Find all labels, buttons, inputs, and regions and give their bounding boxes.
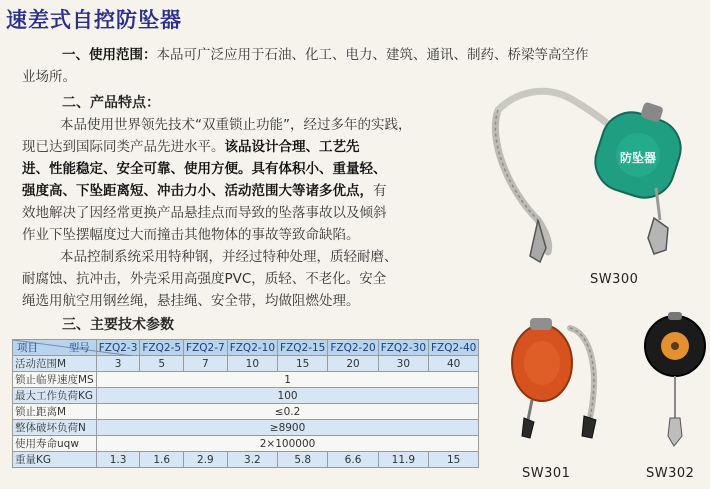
scope-paragraph	[62, 44, 692, 66]
table-cell: 3	[96, 356, 140, 372]
features-line: 效地解决了因经常更换产品悬挂点而导致的坠落事故以及倾斜	[22, 205, 387, 221]
table-header-row	[13, 340, 479, 356]
sw300-label: SW300	[590, 272, 639, 287]
features-line: 进、性能稳定、安全可靠、使用方便。具有体积小、重量轻、	[22, 161, 387, 177]
row-label: 锁止距离M	[13, 404, 97, 420]
table-row	[13, 420, 479, 436]
table-cell: ≤0.2	[96, 404, 479, 420]
row-label: 锁止临界速度MS	[13, 372, 97, 388]
model-header-cell: FZQ2-10	[227, 340, 277, 356]
features-line: 本品控制系统采用特种钢，并经过特种处理，质轻耐磨、	[60, 249, 398, 265]
model-header-cell: FZQ2-3	[96, 340, 140, 356]
table-cell: 2.9	[184, 452, 228, 468]
sw302-product-image	[640, 298, 710, 458]
scope-text-line1: 本品可广泛应用于石油、化工、电力、建筑、通讯、制药、桥梁等高空作	[156, 47, 589, 63]
features-line: 强度高、下坠距离短、冲击力小、活动范围大等诸多优点，有	[22, 183, 387, 199]
features-paragraph	[22, 114, 472, 312]
table-cell: 15	[429, 452, 479, 468]
sw300-product-image	[478, 70, 706, 270]
features-line: 绳选用航空用钢丝绳，悬挂绳、安全带，均做阻燃处理。	[22, 293, 360, 309]
table-cell: 5.8	[278, 452, 328, 468]
model-header-cell: FZQ2-40	[429, 340, 479, 356]
sw301-label: SW301	[522, 466, 571, 481]
table-row	[13, 388, 479, 404]
row-label: 最大工作负荷KG	[13, 388, 97, 404]
header-item-label: 项目	[17, 342, 38, 354]
row-label: 重量KG	[13, 452, 97, 468]
model-header-cell: FZQ2-5	[140, 340, 184, 356]
features-line: 作业下坠摆幅度过大而撞击其他物体的事故等致命缺陷。	[22, 227, 360, 243]
table-row	[13, 452, 479, 468]
row-label: 使用寿命uqw	[13, 436, 97, 452]
row-label: 活动范围M	[13, 356, 97, 372]
table-corner-cell	[13, 340, 97, 356]
table-cell: 40	[429, 356, 479, 372]
table-cell: 11.9	[378, 452, 428, 468]
sw301-product-image	[500, 308, 620, 448]
table-cell: ≥8900	[96, 420, 479, 436]
table-cell: 7	[184, 356, 228, 372]
model-header-cell: FZQ2-30	[378, 340, 428, 356]
table-cell: 1.6	[140, 452, 184, 468]
features-heading: 二、产品特点：	[62, 95, 160, 111]
table-cell: 3.2	[227, 452, 277, 468]
features-line: 耐腐蚀、抗冲击，外壳采用高强度PVC，质轻、不老化。安全	[22, 271, 387, 287]
features-line: 本品使用世界领先技术“双重锁止功能”，经过多年的实践，	[60, 117, 412, 133]
table-row	[13, 436, 479, 452]
table-cell: 30	[378, 356, 428, 372]
table-cell: 6.6	[328, 452, 378, 468]
model-header-cell: FZQ2-7	[184, 340, 228, 356]
scope-heading: 一、使用范围：	[62, 47, 157, 63]
table-cell: 1.3	[96, 452, 140, 468]
features-line: 现已达到国际同类产品先进水平。该品设计合理、工艺先	[22, 139, 360, 155]
scope-text-line2: 业场所。	[22, 69, 76, 85]
model-header-cell: FZQ2-15	[278, 340, 328, 356]
table-cell: 10	[227, 356, 277, 372]
sw300-housing-label: 防坠器	[620, 151, 657, 165]
table-row	[13, 356, 479, 372]
table-cell: 100	[96, 388, 479, 404]
table-row	[13, 372, 479, 388]
row-label: 整体破坏负荷N	[13, 420, 97, 436]
page-title: 速差式自控防坠器	[6, 8, 182, 32]
header-model-label: 型号	[68, 342, 90, 354]
table-cell: 20	[328, 356, 378, 372]
params-heading: 三、主要技术参数	[62, 317, 174, 333]
table-cell: 5	[140, 356, 184, 372]
spec-table	[12, 339, 479, 468]
sw302-label: SW302	[646, 466, 695, 481]
table-row	[13, 404, 479, 420]
table-cell: 15	[278, 356, 328, 372]
table-cell: 1	[96, 372, 479, 388]
table-cell: 2×100000	[96, 436, 479, 452]
model-header-cell: FZQ2-20	[328, 340, 378, 356]
